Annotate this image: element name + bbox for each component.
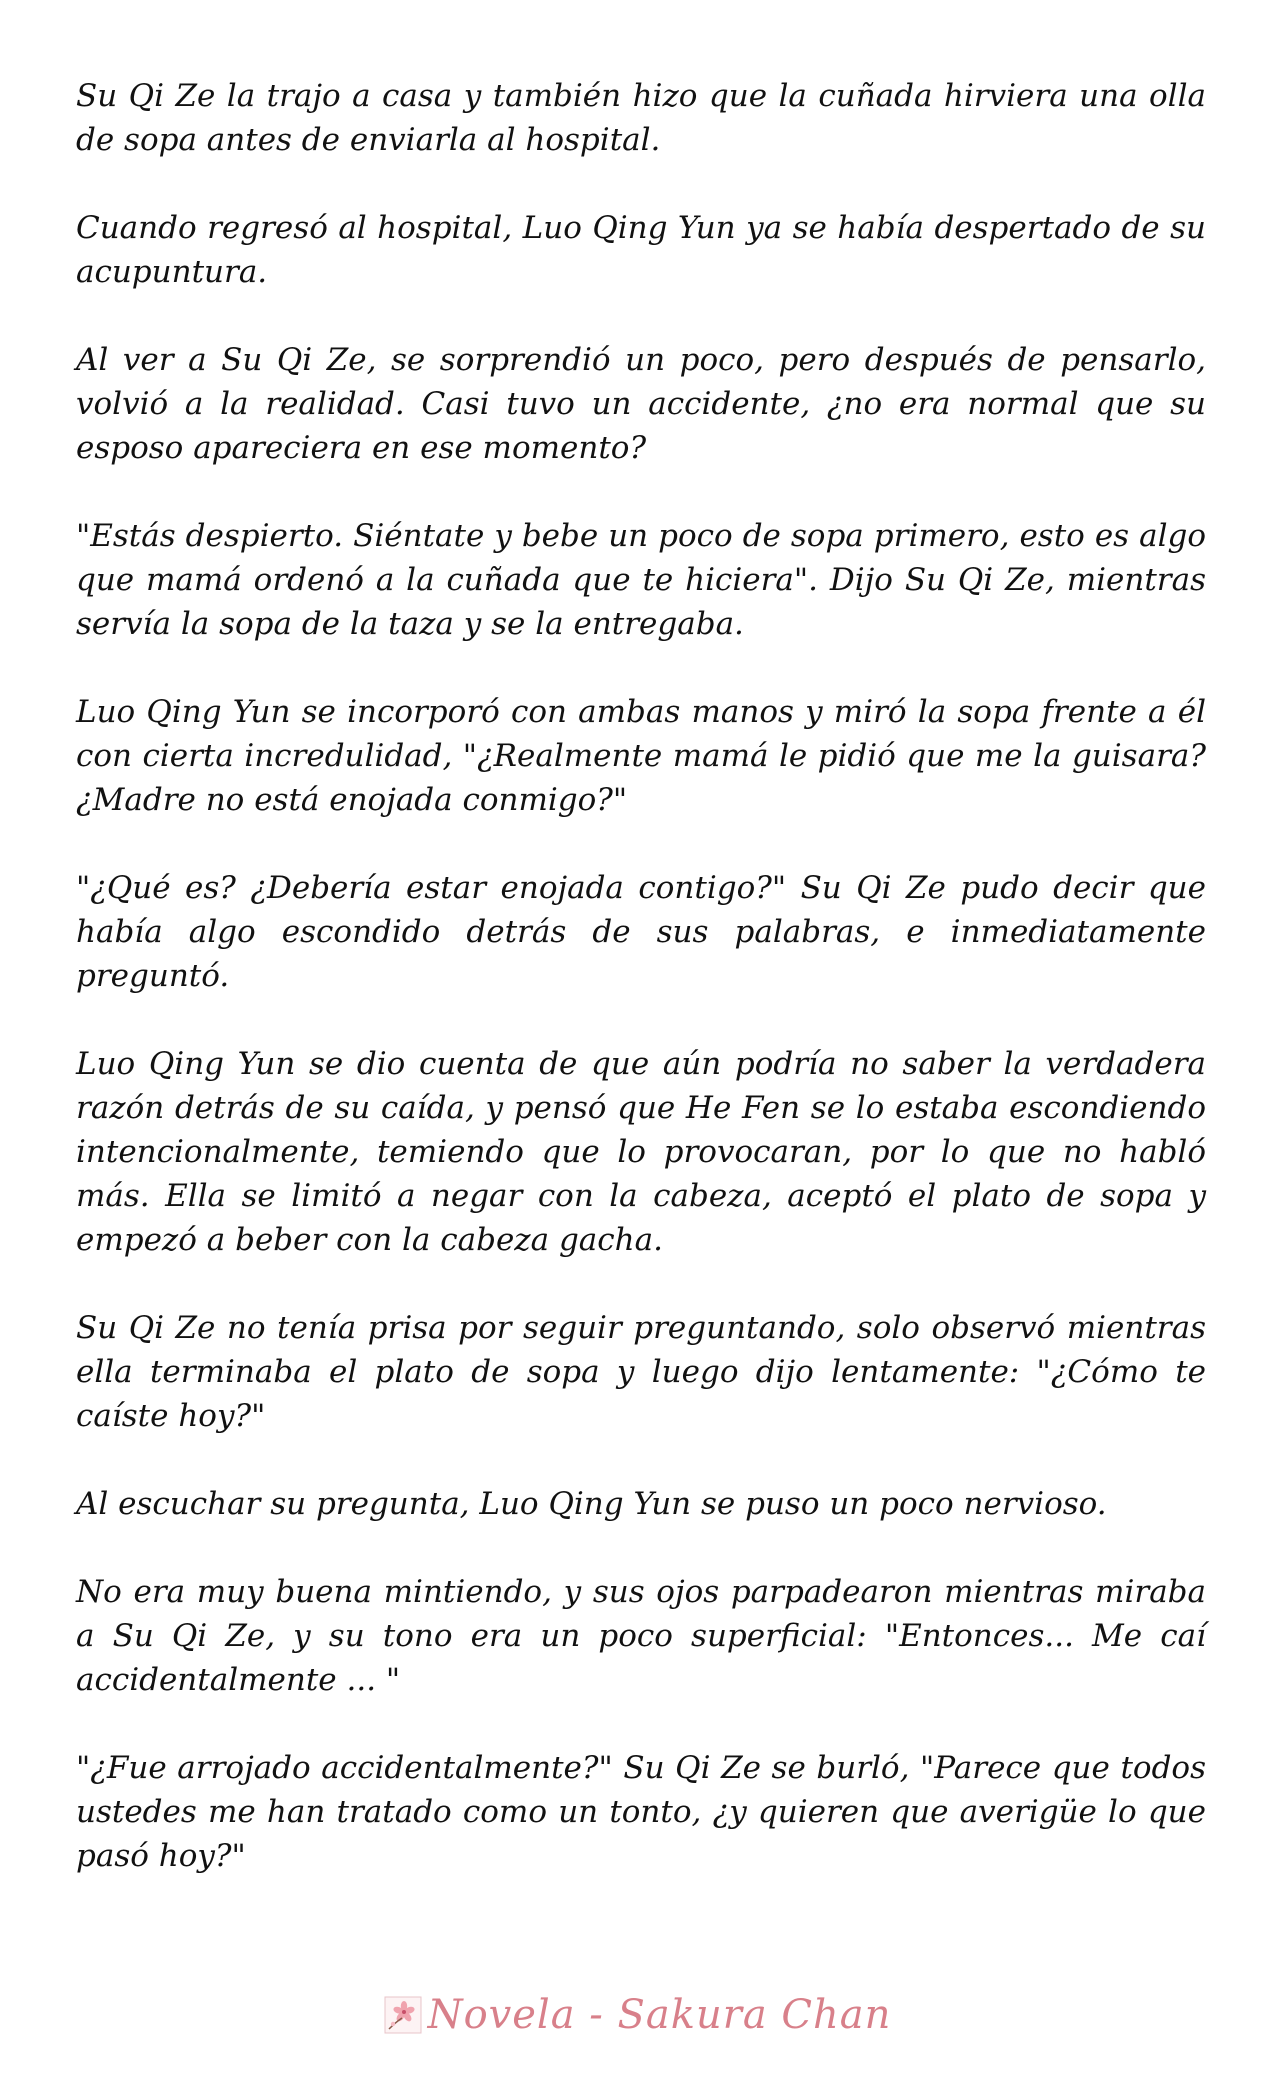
paragraph: Al escuchar su pregunta, Luo Qing Yun se puso un poco nervioso. [76,1486,1107,1522]
paragraph: Su Qi Ze la trajo a casa y también hizo que la cuñada hirviera una olla de sopa antes de enviarla al hospital. [76,78,1206,158]
paragraph: "Estás despierto. Siéntate y bebe un poco de sopa primero, esto es algo que mamá ordenó a la cuñada que te hiciera". Dijo Su Qi Ze, mientras servía la sopa de la taza y se la entregaba. [76,518,1206,642]
paragraph: Cuando regresó al hospital, Luo Qing Yun ya se había despertado de su acupuntura. [76,210,1206,290]
sakura-flower-icon [384,1996,422,2034]
paragraph: Al ver a Su Qi Ze, se sorprendió un poco, pero después de pensarlo, volvió a la realidad. Casi tuvo un accidente, ¿no era normal que su esposo apareciera en ese momento? [76,342,1206,466]
paragraph: Su Qi Ze no tenía prisa por seguir preguntando, solo observó mientras ella terminaba el plato de sopa y luego dijo lentamente: "¿Cómo te caíste hoy?" [76,1310,1206,1434]
footer [0,1985,1275,2045]
footer-logo-text: Novela - Sakura Chan [427,1992,892,2038]
paragraph: "¿Fue arrojado accidentalmente?" Su Qi Ze se burló, "Parece que todos ustedes me han tratado como un tonto, ¿y quieren que averigüe lo que pasó hoy?" [76,1750,1206,1874]
paragraph: Luo Qing Yun se dio cuenta de que aún podría no saber la verdadera razón detrás de su caída, y pensó que He Fen se lo estaba escondiendo intencionalmente, temiendo que lo provocaran, por lo que no habló más. Ella se limitó a negar con la cabeza, aceptó el plato de sopa y empezó a beber con la cabeza gacha. [76,1046,1206,1258]
footer-logo [384,1992,892,2038]
paragraph: No era muy buena mintiendo, y sus ojos parpadearon mientras miraba a Su Qi Ze, y su tono era un poco superficial: "Entonces... Me caí accidentalmente ... " [76,1574,1206,1698]
paragraph: "¿Qué es? ¿Debería estar enojada contigo?" Su Qi Ze pudo decir que había algo escondido detrás de sus palabras, e inmediatamente preguntó. [76,870,1206,994]
text-body [76,74,1206,1922]
paragraph: Luo Qing Yun se incorporó con ambas manos y miró la sopa frente a él con cierta incredulidad, "¿Realmente mamá le pidió que me la guisara? ¿Madre no está enojada conmigo?" [76,694,1206,818]
